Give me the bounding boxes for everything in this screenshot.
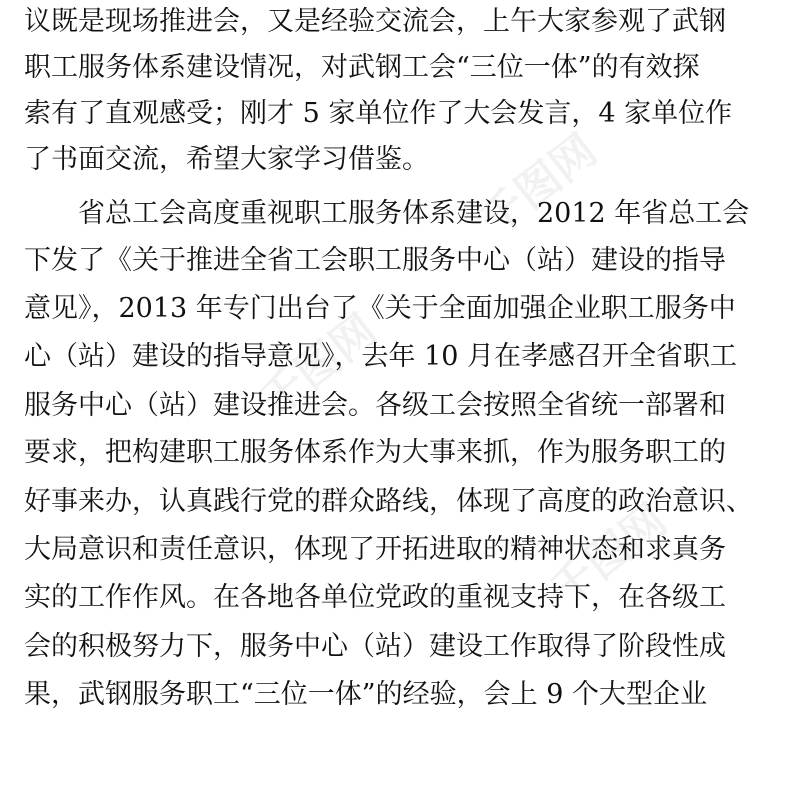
text-line: 大局意识和责任意识，体现了开拓进取的精神状态和求真务 — [24, 534, 726, 565]
watermark: 千图网 — [251, 304, 387, 427]
text-line: 服务中心（站）建设推进会。各级工会按照全省统一部署和 — [24, 390, 726, 421]
text-line: 要求，把构建职工服务体系作为大事来抓，作为服务职工的 — [24, 437, 726, 468]
text-line: 议既是现场推进会，又是经验交流会，上午大家参观了武钢 — [24, 6, 726, 37]
text-line: 职工服务体系建设情况，对武钢工会“三位一体”的有效探 — [24, 52, 700, 83]
text-line: 下发了《关于推进全省工会职工服务中心（站）建设的指导 — [24, 245, 726, 276]
text-line: 实的工作作风。在各地各单位党政的重视支持下，在各级工 — [24, 582, 726, 613]
paragraph-first-line: 省总工会高度重视职工服务体系建设，2012 年省总工会 — [78, 198, 750, 229]
text-line: 好事来办，认真践行党的群众路线，体现了高度的政治意识、 — [24, 486, 753, 517]
text-line: 意见》，2013 年专门出台了《关于全面加强企业职工服务中 — [24, 293, 736, 324]
text-line: 果，武钢服务职工“三位一体”的经验，会上 9 个大型企业 — [24, 679, 707, 710]
watermark: 千图网 — [541, 494, 677, 617]
text-line: 了书面交流，希望大家学习借鉴。 — [24, 144, 429, 175]
text-line: 心（站）建设的指导意见》，去年 10 月在孝感召开全省职工 — [24, 341, 738, 372]
watermark: 千图网 — [471, 124, 607, 247]
text-line: 会的积极努力下，服务中心（站）建设工作取得了阶段性成 — [24, 631, 726, 662]
text-line: 索有了直观感受；刚才 5 家单位作了大会发言，4 家单位作 — [24, 98, 733, 129]
